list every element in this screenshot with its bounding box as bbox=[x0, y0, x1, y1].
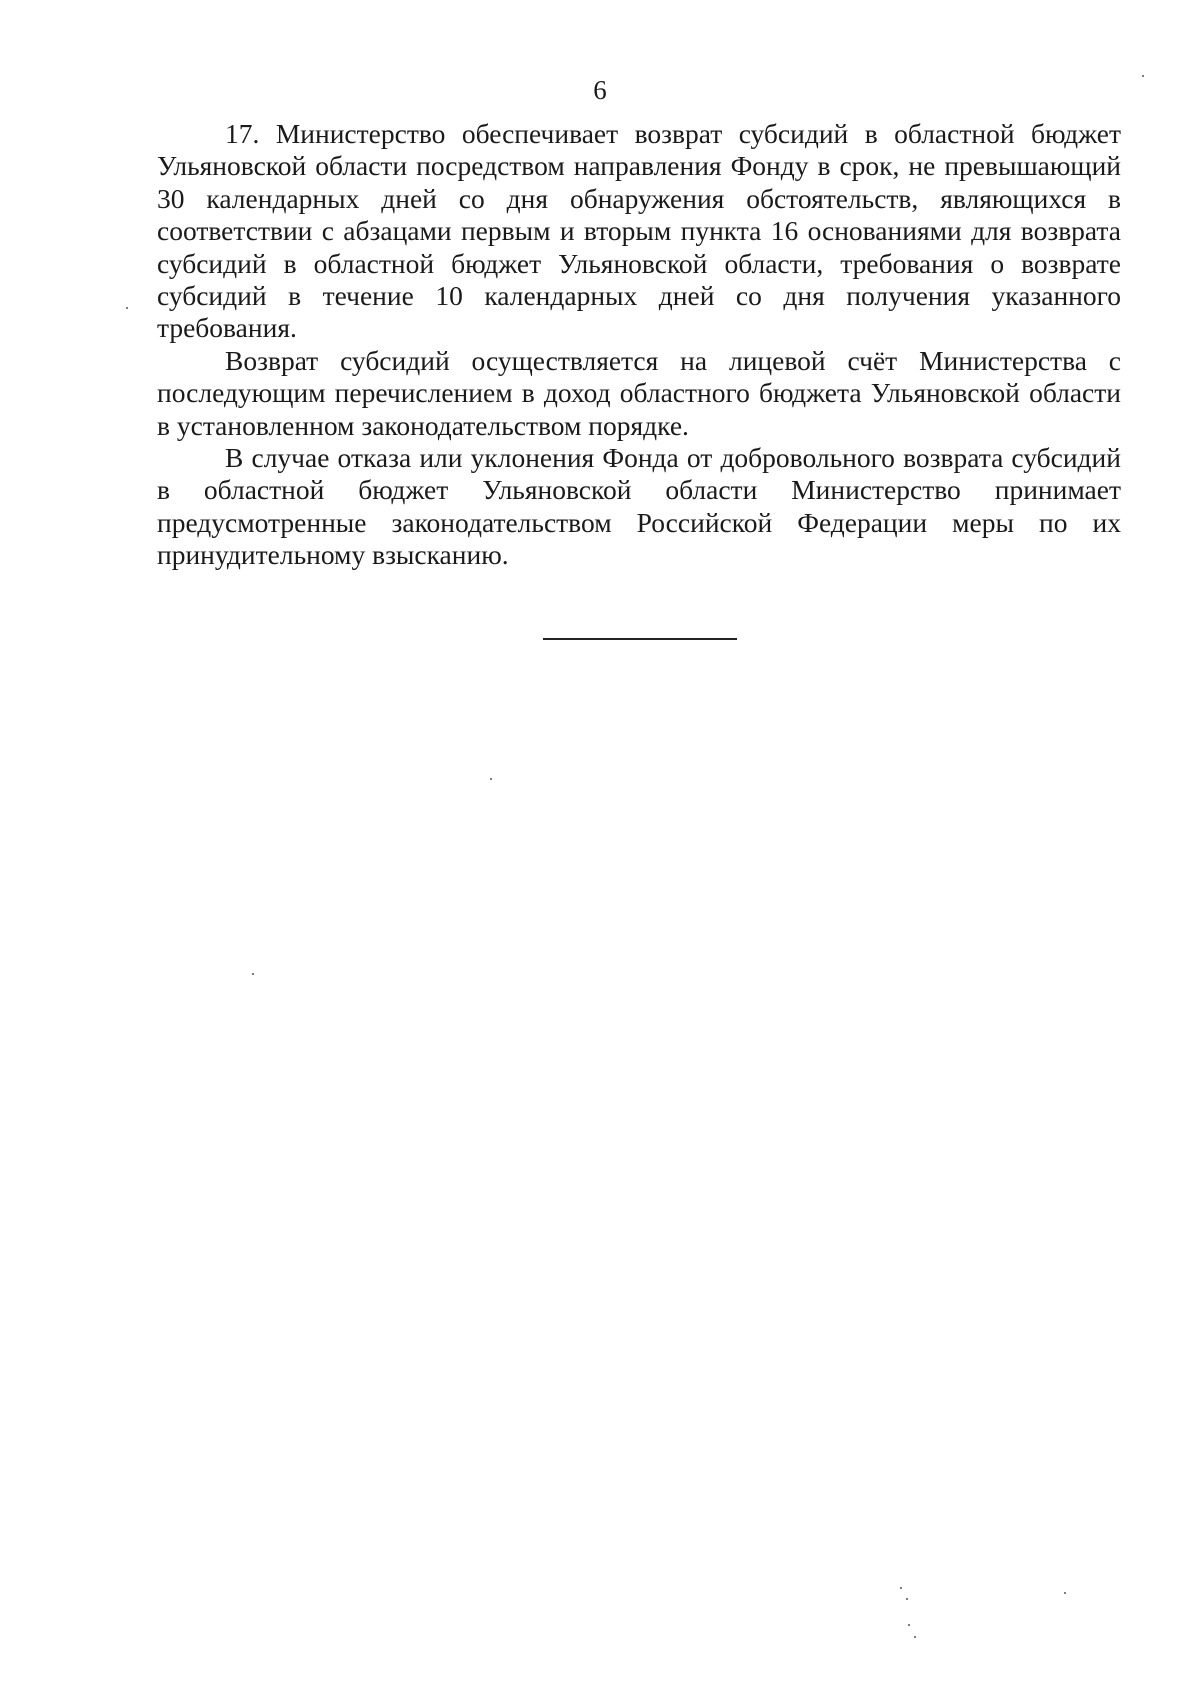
scan-speck bbox=[908, 1624, 910, 1626]
paragraph-forced-recovery: В случае отказа или уклонения Фонда от добровольного возврата субсидий в областной бюджет Ульяновской области Министерство принимает предусмотренные законодательством Российской Федерации меры по их принудительному взысканию. bbox=[157, 442, 1121, 571]
scan-speck bbox=[900, 1587, 902, 1589]
paragraph-item-17: 17. Министерство обеспечивает возврат субсидий в областной бюджет Ульяновской области посредством направления Фонду в срок, не превышающий 30 календарных дней со дня обнаружения обстоятельств, являющихся в соответствии с абзацами первым и вторым пункта 16 основаниями для возврата субсидий в областной бюджет Ульяновской области, требования о возврате субсидий в течение 10 календарных дней со дня получения указанного требования. bbox=[157, 118, 1121, 344]
scan-speck bbox=[490, 778, 492, 780]
scan-speck bbox=[906, 1598, 908, 1600]
end-of-text-divider bbox=[543, 638, 737, 640]
paragraph-refund-account: Возврат субсидий осуществляется на лицевой счёт Министерства с последующим перечислением в доход областного бюджета Ульяновской области в установленном законодательством порядке. bbox=[157, 344, 1121, 441]
scan-speck bbox=[914, 1636, 916, 1638]
scan-speck bbox=[1064, 1592, 1066, 1594]
scan-speck bbox=[126, 307, 128, 309]
document-body bbox=[157, 118, 1121, 572]
scan-speck bbox=[252, 973, 254, 975]
scan-speck bbox=[1142, 75, 1144, 77]
page-number: 6 bbox=[593, 75, 607, 105]
